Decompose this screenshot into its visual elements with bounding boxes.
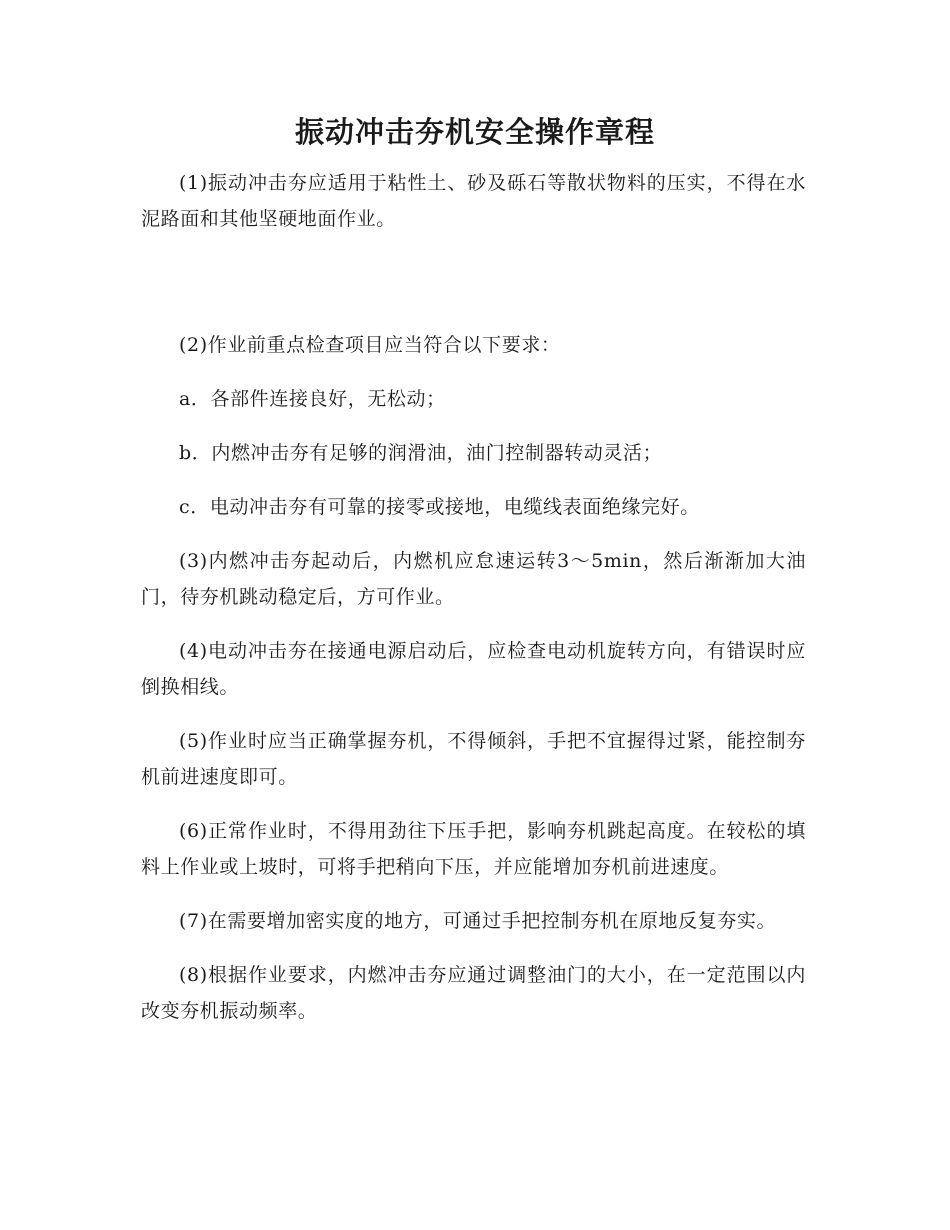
paragraph-4: (4)电动冲击夯在接通电源启动后，应检查电动机旋转方向，有错误时应倒换相线。 [141,640,806,698]
spacer [141,525,806,543]
document-body [141,165,806,1029]
paragraph-3: (3)内燃冲击夯起动后，内燃机应怠速运转3～5min，然后渐渐加大油门，待夯机跳动稳定后，方可作业。 [141,550,806,608]
page-title: 振动冲击夯机安全操作章程 [294,115,655,149]
spacer [141,615,806,633]
paragraph-8: (8)根据作业要求，内燃冲击夯应通过调整油门的大小，在一定范围以内改变夯机振动频率。 [141,964,806,1022]
list-item-b: b．内燃冲击夯有足够的润滑油，油门控制器转动灵活； [179,442,663,464]
spacer [141,363,806,381]
list-item-a: a．各部件连接良好，无松动； [179,388,446,410]
spacer [141,237,806,327]
paragraph-6: (6)正常作业时，不得用劲往下压手把，影响夯机跳起高度。在较松的填料上作业或上坡时，可将手把稍向下压，并应能增加夯机前进速度。 [141,820,806,878]
spacer [141,417,806,435]
paragraph-1: (1)振动冲击夯应适用于粘性土、砂及砾石等散状物料的压实，不得在水泥路面和其他坚硬地面作业。 [141,172,806,230]
spacer [141,471,806,489]
paragraph-2: (2)作业前重点检查项目应当符合以下要求： [179,334,561,356]
paragraph-7: (7)在需要增加密实度的地方，可通过手把控制夯机在原地反复夯实。 [179,910,777,932]
spacer [141,705,806,723]
spacer [141,795,806,813]
paragraph-5: (5)作业时应当正确掌握夯机，不得倾斜，手把不宜握得过紧，能控制夯机前进速度即可。 [141,730,806,788]
spacer [141,885,806,903]
list-item-c: c．电动冲击夯有可靠的接零或接地，电缆线表面绝缘完好。 [179,496,700,518]
spacer [141,939,806,957]
